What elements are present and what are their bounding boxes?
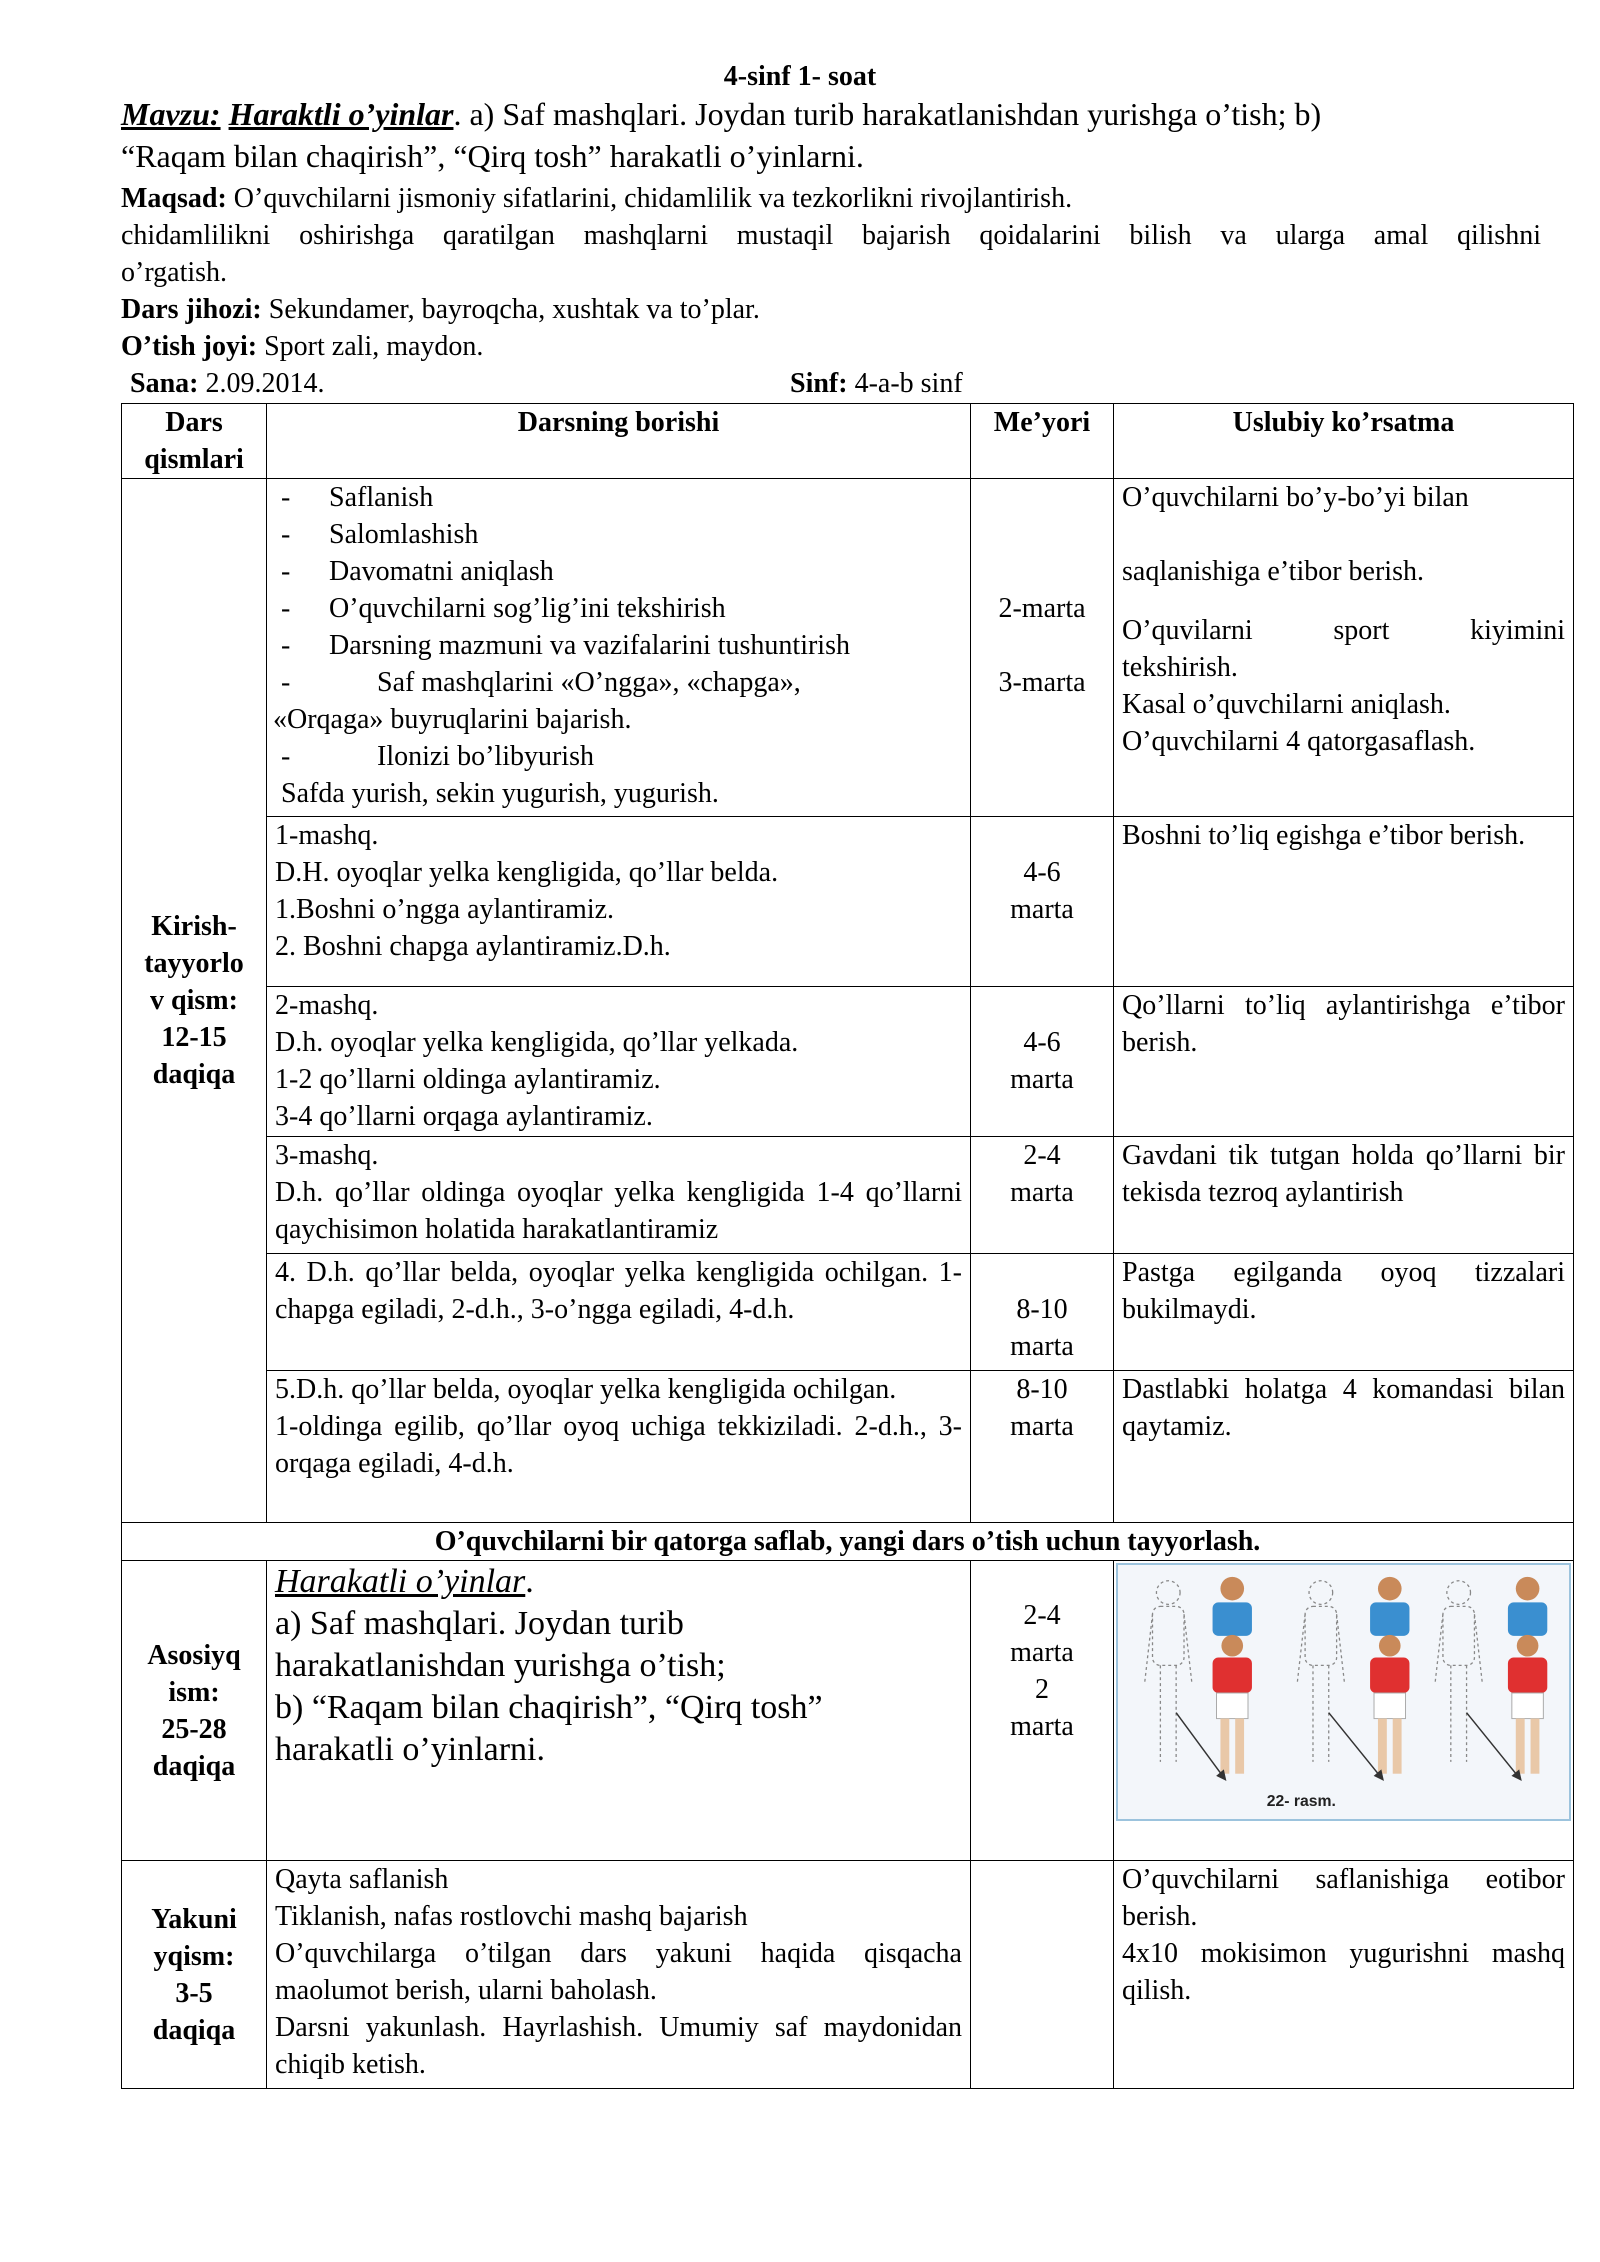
table-row [122,1561,1574,1861]
exercise-line: 1-oldinga egilib, qo’llar oyoq uchiga tekkiziladi. 2-d.h., 3-orqaga egiladi, 4-d.h. [275,1411,962,1479]
exercise-line: D.h. qo’llar oldinga oyoqlar yelka kengligida 1-4 qo’llarni qaychisimon holatida harakatlantiramiz [275,1177,962,1245]
intro-label-line: tayyorlo [144,948,244,979]
exercise-4-note: Pastga egilganda oyoq tizzalari bukilmaydi. [1114,1254,1574,1371]
final-label-line: Yakuni [151,1903,237,1935]
note-text: O’quvchilarni saflanishiga eotibor berish. [1122,1864,1565,1932]
main-label-line: 25-28 [161,1713,227,1745]
norm-value: 2 [1035,1674,1049,1705]
exercise-2-norm [971,987,1114,1137]
mavzu-label: Mavzu: [121,96,221,132]
note-text: tekshirish. [1122,652,1238,683]
exercise-4-norm [971,1254,1114,1371]
exercise-line: 2. Boshni chapga aylantiramiz.D.h. [275,931,671,962]
document-title: 4-sinf 1- soat [723,61,877,92]
figure-caption: 22- rasm. [1266,1793,1336,1811]
separator-row [122,1523,1574,1561]
maqsad-label: Maqsad: [121,183,227,214]
norm-unit: marta [1010,1331,1074,1362]
exercise-3-note: Gavdani tik tutgan holda qo’llarni bir tekisda tezroq aylantirish [1114,1137,1574,1254]
note-text: 4x10 mokisimon yugurishni mashq qilish. [1122,1938,1565,2006]
exercise-4 [267,1254,971,1371]
joy-label: O’tish joyi: [121,331,258,362]
intro-activities [267,479,971,817]
sinf-label: Sinf: [790,368,848,399]
main-label-line: Asosiyq [147,1639,241,1671]
sana-label: Sana: [130,368,199,399]
final-label-line: 3-5 [175,1977,213,2009]
exercise-line: 3-4 qo’llarni orqaga aylantiramiz. [275,1101,653,1132]
maqsad-text-3: o’rgatish. [121,257,228,288]
exercise-5-note: Dastlabki holatga 4 komandasi bilan qaytamiz. [1114,1371,1574,1523]
exercise-3-norm [971,1137,1114,1254]
sana-text: 2.09.2014. [198,368,325,399]
final-paragraph: Darsni yakunlash. Hayrlashish. Umumiy saf maydonidan chiqib ketish. [275,2012,962,2080]
table-row [122,987,1574,1137]
header-darsning-borishi: Darsning borishi [267,404,971,479]
coloured-figures [1213,1577,1548,1774]
exercise-line: 2-mashq. [275,990,379,1021]
norm-value: 8-10 [1016,1294,1068,1325]
main-heading-line [275,1561,962,1603]
main-heading-dot: . [525,1563,534,1600]
final-label-line: yqism: [153,1940,235,1972]
main-norms [971,1561,1114,1861]
intro-label-line: Kirish- [151,911,237,942]
jihoz-text: Sekundamer, bayroqcha, xushtak va to’plar. [261,294,760,325]
intro-part-label [122,479,267,1523]
jihoz-label: Dars jihozi: [121,294,262,325]
final-paragraph: O’quvchilarga o’tilgan dars yakuni haqida qisqacha maolumot berish, ularni baholash. [275,1938,962,2006]
table-row [122,1371,1574,1523]
table-row [122,479,1574,817]
norm-value: 3-marta [998,667,1086,698]
intro-norms [971,479,1114,817]
main-heading: Harakatli o’yinlar [275,1563,526,1600]
note-text: O’quvchilarni 4 qatorgasaflash. [1122,726,1476,757]
note-text: Kasal o’quvchilarni aniqlash. [1122,689,1451,720]
jihoz-line [121,291,1541,328]
exercise-line: 5.D.h. qo’llar belda, oyoqlar yelka kengligida ochilgan. [275,1374,897,1405]
final-activities [267,1861,971,2089]
mavzu-text-2: “Raqam bilan chaqirish”, “Qirq tosh” harakatli o’yinlarni. [121,138,864,174]
joy-line [121,328,1541,365]
main-activities [267,1561,971,1861]
main-part-label [122,1561,267,1861]
sinf-line [790,365,1190,402]
list-item: - Saf mashqlarini «O’ngga», «chapga», [281,667,801,698]
norm-value: 8-10 [1016,1374,1068,1405]
intro-notes [1114,479,1574,817]
outline-figures [1145,1581,1483,1762]
note-text: O’quvchilarni bo’y-bo’yi bilan [1122,482,1469,513]
norm-unit: marta [1010,894,1074,925]
final-notes [1114,1861,1574,2089]
norm-unit: marta [1010,1064,1074,1095]
header-dars-qismlari: Dars qismlari [122,404,267,479]
note-text: saqlanishiga e’tibor berish. [1122,556,1424,587]
list-item: - Darsning mazmuni va vazifalarini tushuntirish [281,630,850,661]
main-line: a) Saf mashqlari. Joydan turib [275,1605,684,1642]
exercise-line: 4. D.h. qo’llar belda, oyoqlar yelka kengligida ochilgan. 1-chapga egiladi, 2-d.h., 3-o’ngga egiladi, 4-d.h. [275,1257,962,1325]
table-header-row [122,404,1574,479]
separator-text: O’quvchilarni bir qatorga saflab, yangi dars o’tish uchun tayyorlash. [122,1523,1574,1561]
exercise-3 [267,1137,971,1254]
header-meyori: Me’yori [971,404,1114,479]
main-line: b) “Raqam bilan chaqirish”, “Qirq tosh” [275,1689,823,1726]
main-label-line: daqiqa [152,1750,236,1782]
main-line: harakatlanishdan yurishga o’tish; [275,1647,726,1684]
list-item: - Davomatni aniqlash [281,556,554,587]
final-line: Qayta saflanish [275,1864,449,1895]
lesson-table [121,403,1574,2089]
list-item: - O’quvchilarni sog’lig’ini tekshirish [281,593,726,624]
header-uslubiy-korsatma: Uslubiy ko’rsatma [1114,404,1574,479]
list-item: - Salomlashish [281,519,479,550]
main-line: harakatli o’yinlarni. [275,1731,546,1768]
norm-value: 4-6 [1023,857,1061,888]
exercise-2-note: Qo’llarni to’liq aylantirishga e’tibor berish. [1114,987,1574,1137]
exercise-line: 1.Boshni o’ngga aylantiramiz. [275,894,615,925]
sinf-text: 4-a-b sinf [847,368,963,399]
mavzu-topic: Haraktli o’yinlar [228,96,454,132]
norm-value: 2-marta [998,593,1086,624]
final-part-label [122,1861,267,2089]
intro-label-line: v qism: [150,985,238,1016]
mavzu-line-1 [121,96,1541,133]
main-label-line: ism: [168,1676,220,1708]
norm-unit: marta [1010,1177,1074,1208]
exercise-2 [267,987,971,1137]
main-figure-cell [1114,1561,1574,1861]
norm-unit: marta [1010,1637,1074,1668]
maqsad-text: O’quvchilarni jismoniy sifatlarini, chidamlilik va tezkorlikni rivojlantirish. [226,183,1073,214]
mavzu-text-1: . a) Saf mashqlari. Joydan turib harakatlanishdan yurishga o’tish; b) [453,96,1322,132]
list-item: - Saflanish [281,482,434,513]
maqsad-text-2: chidamlilikni oshirishga qaratilgan mashqlarni mustaqil bajarish qoidalarini bilish va ularga amal qilishni [121,220,1541,251]
list-continuation: «Orqaga» buyruqlarini bajarish. [273,704,632,735]
exercise-5 [267,1371,971,1523]
norm-unit: marta [1010,1711,1074,1742]
exercise-line: 3-mashq. [275,1140,379,1171]
exercise-1-note: Boshni to’liq egishga e’tibor berish. [1114,817,1574,987]
intro-label-line: daqiqa [152,1059,236,1090]
table-row [122,817,1574,987]
maqsad-line [121,180,1541,217]
joy-text: Sport zali, maydon. [257,331,484,362]
exercise-5-norm [971,1371,1114,1523]
students-figure-icon [1118,1565,1569,1819]
table-row [122,1254,1574,1371]
table-row [122,1861,1574,2089]
formation-illustration [1116,1563,1571,1821]
norm-value: 2-4 [1023,1140,1061,1171]
exercise-line: 1-2 qo’llarni oldinga aylantiramiz. [275,1064,661,1095]
exercise-line: D.H. oyoqlar yelka kengligida, qo’llar belda. [275,857,779,888]
norm-value: 2-4 [1023,1600,1061,1631]
norm-value: 4-6 [1023,1027,1061,1058]
final-line: Tiklanish, nafas rostlovchi mashq bajarish [275,1901,748,1932]
exercise-line: 1-mashq. [275,820,379,851]
table-row [122,1137,1574,1254]
note-text: O’quvilarni sport kiyimini [1122,615,1565,646]
final-norms [971,1861,1114,2089]
exercise-1 [267,817,971,987]
intro-label-line: 12-15 [161,1022,227,1053]
list-tail: Safda yurish, sekin yugurish, yugurish. [281,778,719,809]
exercise-line: D.h. oyoqlar yelka kengligida, qo’llar yelkada. [275,1027,799,1058]
norm-unit: marta [1010,1411,1074,1442]
final-label-line: daqiqa [152,2014,236,2046]
exercise-1-norm [971,817,1114,987]
list-item: - Ilonizi bo’libyurish [281,741,594,772]
